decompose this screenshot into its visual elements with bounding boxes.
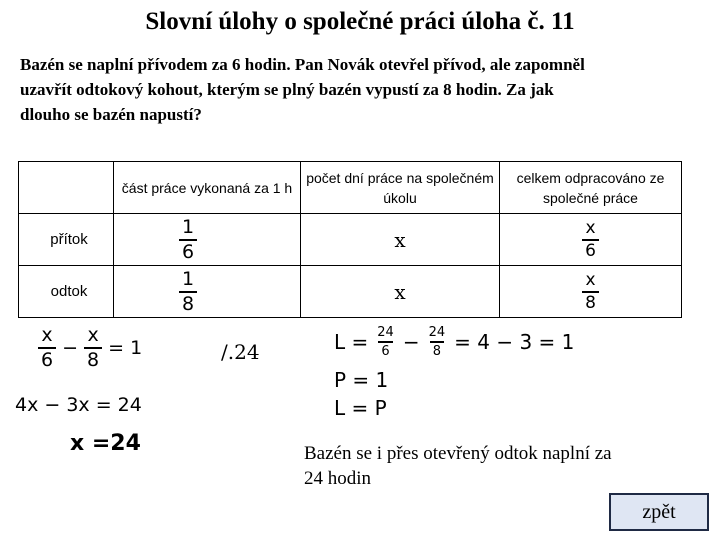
header-total: celkem odpracováno ze společné práce	[500, 162, 682, 214]
equation-simplified: 4x − 3x = 24	[15, 394, 142, 416]
row-label-inflow: přítok	[19, 214, 114, 266]
check-fraction-b: $\frac{24}{8}$	[428, 325, 446, 359]
answer-line-1: Bazén se i přes otevřený odtok naplní za	[304, 443, 612, 464]
page-title: Slovní úlohy o společné práci úloha č. 11	[145, 8, 575, 35]
table-header-row	[19, 162, 682, 214]
outflow-total-cell	[500, 266, 682, 318]
equation-fraction-a: $\frac{x}{6}$	[38, 326, 56, 370]
multiplier-note: /.24	[221, 340, 260, 364]
table-row	[19, 266, 682, 318]
outflow-rate-cell	[114, 266, 301, 318]
check-rest: = 4 − 3 = 1	[454, 330, 575, 354]
outflow-days-cell: x	[301, 266, 500, 318]
header-days: počet dní práce na společném úkolu	[301, 162, 500, 214]
outflow-total-fraction: $\frac{x}{8}$	[582, 272, 599, 312]
inflow-total-cell	[500, 214, 682, 266]
check-left-side	[334, 326, 574, 358]
inflow-days-cell: x	[301, 214, 500, 266]
check-lhs-label: L =	[334, 330, 369, 354]
inflow-rate-fraction: $\frac{1}{6}$	[179, 218, 197, 262]
check-fraction-a: $\frac{24}{6}$	[377, 325, 394, 359]
equation-rhs: = 1	[108, 337, 143, 359]
equation-fraction-b: $\frac{x}{8}$	[84, 326, 102, 370]
answer-text	[304, 441, 704, 491]
task-line-1: Bazén se naplní přívodem za 6 hodin. Pan Novák otevřel přívod, ale zapomněl	[20, 55, 585, 74]
back-button[interactable]: zpět	[609, 493, 709, 531]
check-minus: −	[402, 330, 420, 354]
row-label-outflow: odtok	[19, 266, 114, 318]
table-row	[19, 214, 682, 266]
inflow-rate-cell	[114, 214, 301, 266]
equation-result: x =24	[70, 431, 141, 456]
inflow-total-fraction: $\frac{x}{6}$	[582, 220, 599, 260]
task-line-3: dlouho se bazén napustí?	[20, 105, 202, 124]
equation-fractions	[38, 326, 142, 370]
equation-minus: −	[62, 337, 79, 359]
task-text	[20, 52, 710, 127]
check-conclusion: L = P	[334, 396, 387, 420]
work-table	[18, 161, 682, 318]
outflow-rate-fraction: $\frac{1}{8}$	[179, 270, 197, 314]
header-rate: část práce vykonaná za 1 h	[114, 162, 301, 214]
check-right-side: P = 1	[334, 368, 389, 392]
answer-line-2: 24 hodin	[304, 468, 372, 489]
table-corner-cell	[19, 162, 114, 214]
task-line-2: uzavřít odtokový kohout, kterým se plný bazén vypustí za 8 hodin. Za jak	[20, 80, 554, 99]
